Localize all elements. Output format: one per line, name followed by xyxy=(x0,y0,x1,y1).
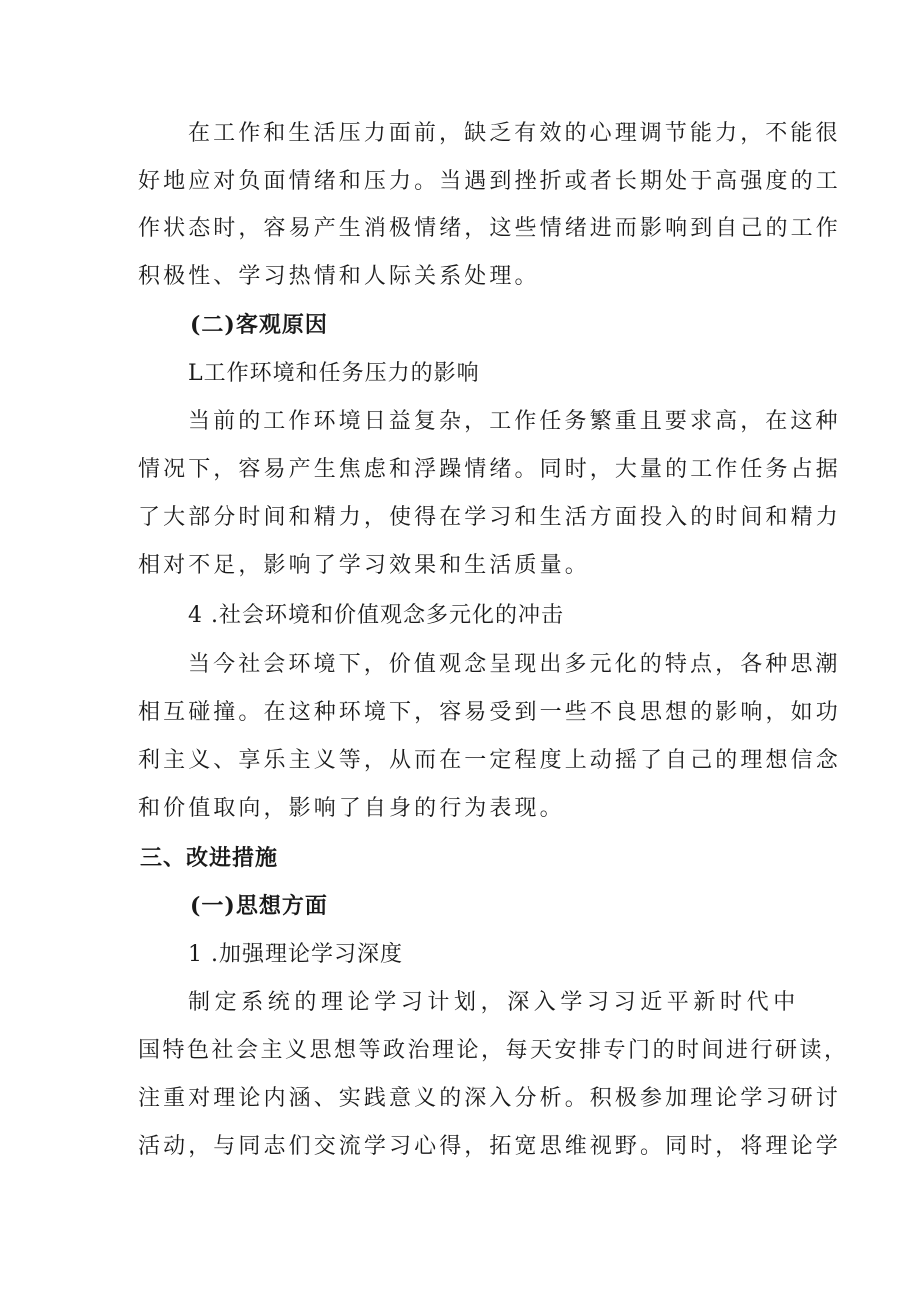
paragraph-2-line-1: 当前的工作环境日益复杂，工作任务繁重且要求高，在这种 xyxy=(188,409,841,434)
heading-objective-causes: (二)客观原因 xyxy=(190,312,328,338)
paragraph-1-line-2: 好地应对负面情绪和压力。当遇到挫折或者长期处于高强度的工 xyxy=(138,169,841,194)
heading-thought-aspect: (一)思想方面 xyxy=(190,893,328,919)
paragraph-4-line-2: 国特色社会主义思想等政治理论，每天安排专门的时间进行研读， xyxy=(138,1038,849,1063)
paragraph-3-line-4: 和价值取向，影响了自身的行为表现。 xyxy=(138,796,565,821)
paragraph-3-line-2: 相互碰撞。在这种环境下，容易受到一些不良思想的影响，如功 xyxy=(138,700,841,725)
paragraph-1-line-1: 在工作和生活压力面前，缺乏有效的心理调节能力，不能很 xyxy=(188,121,841,146)
paragraph-1-line-4: 积极性、学习热情和人际关系处理。 xyxy=(138,264,540,289)
heading-improvement-measures: 三、改进措施 xyxy=(140,845,279,871)
paragraph-2-line-3: 了大部分时间和精力，使得在学习和生活方面投入的时间和精力 xyxy=(138,505,841,530)
list-item-work-environment: L工作环境和任务压力的影响 xyxy=(188,361,480,386)
list-item-social-environment: 4 .社会环境和价值观念多元化的冲击 xyxy=(188,603,564,628)
paragraph-3-line-1: 当今社会环境下，价值观念呈现出多元化的特点，各种思潮 xyxy=(188,652,841,677)
paragraph-1-line-3: 作状态时，容易产生消极情绪，这些情绪进而影响到自己的工作 xyxy=(138,216,841,241)
paragraph-2-line-4: 相对不足，影响了学习效果和生活质量。 xyxy=(138,553,590,578)
paragraph-3-line-3: 利主义、享乐主义等，从而在一定程度上动摇了自己的理想信念 xyxy=(138,748,841,773)
paragraph-4-line-3: 注重对理论内涵、实践意义的深入分析。积极参加理论学习研讨 xyxy=(138,1086,841,1111)
paragraph-2-line-2: 情况下，容易产生焦虑和浮躁情绪。同时，大量的工作任务占据 xyxy=(138,457,841,482)
paragraph-4-line-1: 制定系统的理论学习计划，深入学习习近平新时代中 xyxy=(188,990,800,1015)
list-item-theory-study: 1 .加强理论学习深度 xyxy=(188,942,403,967)
paragraph-4-line-4: 活动，与同志们交流学习心得，拓宽思维视野。同时，将理论学 xyxy=(138,1134,841,1159)
